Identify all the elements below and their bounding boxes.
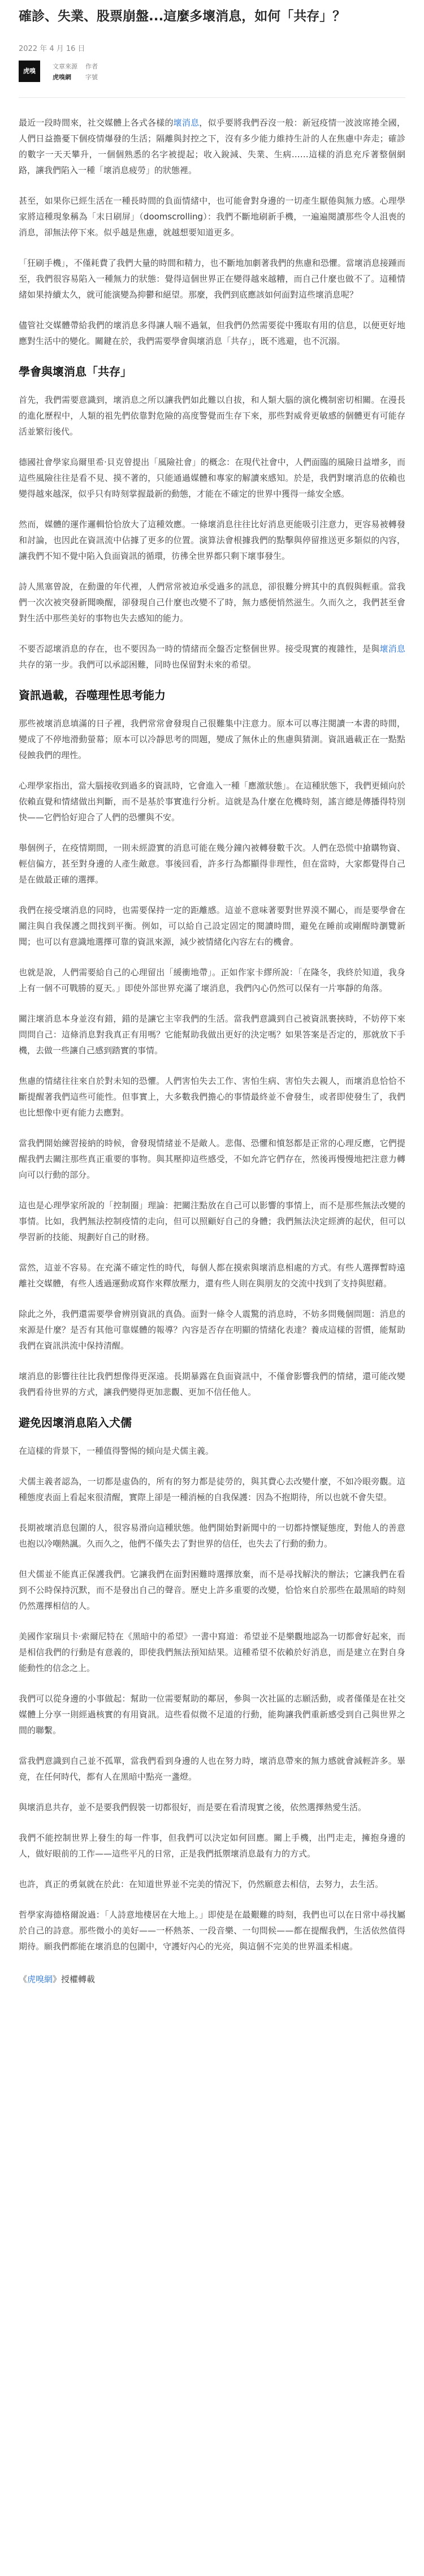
paragraph-23: 犬儒主義者認為，一切都是虛偽的，所有的努力都是徒勞的，與其費心去改變什麼，不如冷眼旁觀。這種態度表面上看起來很清醒，實際上卻是一種消極的自我保護：因為不抱期待，所以也就不會失望。: [19, 1476, 405, 1502]
paragraph-15: 關注壞消息本身並沒有錯，錯的是讓它主宰我們的生活。當我們意識到自己被資訊裹挾時，不妨停下來問問自己：這條消息對我真正有用嗎？它能幫助我做出更好的決定嗎？如果答案是否定的，那就放下手機，去做一些讓自己感到踏實的事情。: [19, 1014, 405, 1056]
paragraph-21: 壞消息的影響往往比我們想像得更深遠。長期暴露在負面資訊中，不僅會影響我們的情緒，還可能改變我們看待世界的方式，讓我們變得更加悲觀、更加不信任他人。: [19, 1371, 405, 1397]
publisher-logo[interactable]: 虎嗅: [19, 61, 40, 82]
paragraph-26: 美國作家瑞貝卡·索爾尼特在《黑暗中的希望》一書中寫道：希望並不是樂觀地認為一切都會好起來，而是相信我們的行動是有意義的，即使我們無法預知結果。這種希望不依賴於好消息，而是建立在對自身能動性的信念之上。: [19, 1631, 405, 1673]
paragraph-12: 舉個例子，在疫情期間，一則未經證實的消息可能在幾分鐘內被轉發數千次。人們在恐慌中搶購物資、輕信偏方，甚至對身邊的人產生敵意。事後回看，許多行為都顯得非理性，但在當時，大家都覺得自己是在做最正確的選擇。: [19, 843, 405, 885]
paragraph-14: 也就是說，人們需要給自己的心理留出「緩衝地帶」。正如作家卡繆所說：「在隆冬，我終於知道，我身上有一個不可戰勝的夏天。」即使外部世界充滿了壞消息，我們內心仍然可以保有一片寧靜的角落。: [19, 967, 405, 993]
author-meta: [53, 62, 98, 81]
author-role: 字號: [85, 73, 98, 81]
paragraph-1: [19, 115, 405, 178]
paragraph-2: 甚至，如果你已經生活在一種長時間的負面情緒中，也可能會對身邊的一切產生厭倦與無力感。心理學家將這種現象稱為「末日刷屏」（doomscrolling）：我們不斷地刷新手機，一遍遍閱讀那些令人沮喪的消息，卻無法停下來。似乎越是焦慮，就越想要知道更多。: [19, 196, 405, 238]
section-heading-2: 資訊過載，吞噬理性思考能力: [19, 688, 166, 702]
paragraph-22: 在這樣的背景下，一種值得警惕的傾向是犬儒主義。: [19, 1446, 214, 1456]
source-value: 作者: [85, 62, 98, 70]
tag-link[interactable]: 壞消息: [173, 118, 200, 128]
author-name[interactable]: 虎嗅網: [53, 73, 71, 81]
paragraph-13: 我們在接受壞消息的同時，也需要保持一定的距離感。這並不意味著要對世界漠不關心，而是要學會在關注與自我保護之間找到平衡。例如，可以給自己設定固定的閱讀時間，避免在睡前或剛醒時瀏覽新聞；也可以有意識地選擇可靠的資訊來源，減少被情緒化內容左右的機會。: [19, 905, 405, 947]
author-block: [19, 60, 405, 83]
text-run: 《: [19, 1974, 28, 1984]
divider: [19, 97, 405, 98]
paragraph-20: 除此之外，我們還需要學會辨別資訊的真偽。面對一條令人震驚的消息時，不妨多問幾個問題：消息的來源是什麼？是否有其他可靠媒體的報導？內容是否存在明顯的情緒化表達？養成這樣的習慣，能幫助我們在資訊洪流中保持清醒。: [19, 1309, 405, 1351]
text-run: 共存的第一步。我們可以承認困難，同時也保留對未來的希望。: [19, 660, 257, 670]
paragraph-5: 首先，我們需要意識到，壞消息之所以讓我們如此難以自拔，和人類大腦的演化機制密切相關。在漫長的進化歷程中，人類的祖先們依靠對危險的高度警覺而生存下來，那些對威脅更敏感的個體更有可能存活並繁衍後代。: [19, 395, 405, 437]
paragraph-16: 焦慮的情緒往往來自於對未知的恐懼。人們害怕失去工作、害怕生病、害怕失去親人，而壞消息恰恰不斷提醒著我們這些可能性。但事實上，大多數我們擔心的事情最終並不會發生，或者即使發生了，我們也比想像中更有能力去應對。: [19, 1076, 405, 1118]
paragraph-32: 哲學家海德格爾說過：「人詩意地棲居在大地上。」即使是在最艱難的時刻，我們也可以在日常中尋找屬於自己的詩意。那些微小的美好——一杯熱茶、一段音樂、一句問候——都在提醒我們，生活依然值得期待。願我們都能在壞消息的包圍中，守護好內心的光亮，與這個不完美的世界溫柔相處。: [19, 1910, 405, 1952]
paragraph-18: 這也是心理學家所說的「控制圈」理論：把關注點放在自己可以影響的事情上，而不是那些無法改變的事情。比如，我們無法控制疫情的走向，但可以照顧好自己的身體；我們無法決定經濟的起伏，但可以學習新的技能、規劃好自己的財務。: [19, 1200, 405, 1242]
paragraph-10: 那些被壞消息填滿的日子裡，我們常常會發現自己很難集中注意力。原本可以專注閱讀一本書的時間，變成了不停地滑動螢幕；原本可以冷靜思考的問題，變成了無休止的焦慮與猜測。資訊過載正在一點點侵蝕我們的理性。: [19, 718, 405, 760]
source-label: 文章來源: [53, 62, 77, 70]
paragraph-6: 德國社會學家烏爾里希·貝克曾提出「風險社會」的概念：在現代社會中，人們面臨的風險日益增多，而這些風險往往是看不見、摸不著的，只能通過媒體和專家的解讀來感知。於是，我們對壞消息的依賴也變得越來越深，似乎只有時刻掌握最新的動態，才能在不確定的世界中獲得一絲安全感。: [19, 457, 405, 499]
source-link[interactable]: 虎嗅網: [27, 1974, 53, 1984]
paragraph-25: 但犬儒並不能真正保護我們。它讓我們在面對困難時選擇放棄，而不是尋找解決的辦法；它讓我們在看到不公時保持沉默，而不是發出自己的聲音。歷史上許多重要的改變，恰恰來自於那些在最黑暗的時刻仍然選擇相信的人。: [19, 1569, 405, 1611]
paragraph-9: [19, 641, 405, 673]
text-run: 》授權轉載: [53, 1974, 96, 1984]
tag-link[interactable]: 壞消息: [379, 644, 405, 654]
text-run: ，似乎要將我們吞沒一般：新冠疫情一波波席捲全國，人們日益擔憂下個疫情爆發的生活；隔離與封控之下，沒有多少能力維持生計的人在焦慮中奔走；確診的數字一天天攀升，一個個熟悉的名字被提起；收入銳減、失業、生病……這樣的消息充斥著整個網路，讓我們陷入一種「壞消息疲勞」的狀態裡。: [19, 118, 405, 175]
paragraph-11: 心理學家指出，當大腦接收到過多的資訊時，它會進入一種「應激狀態」。在這種狀態下，我們更傾向於依賴直覺和情緒做出判斷，而不是基於事實進行分析。這就是為什麼在危機時刻，謠言總是傳播得特別快——它們恰好迎合了人們的恐懼與不安。: [19, 781, 405, 822]
section-heading-3: 避免因壞消息陷入犬儒: [19, 1416, 132, 1429]
paragraph-27: 我們可以從身邊的小事做起：幫助一位需要幫助的鄰居，參與一次社區的志願活動，或者僅僅是在社交媒體上分享一則經過核實的有用資訊。這些看似微不足道的行動，能夠讓我們重新感受到自己與世界之間的聯繫。: [19, 1694, 405, 1735]
text-run: 最近一段時間來，社交媒體上各式各樣的: [19, 118, 174, 128]
text-run: 不要否認壞消息的存在，也不要因為一時的情緒而全盤否定整個世界。接受現實的複雜性，是與: [19, 644, 380, 654]
paragraph-4: 儘管社交媒體帶給我們的壞消息多得讓人喘不過氣，但我們仍然需要從中獲取有用的信息，以便更好地應對生活中的變化。關鍵在於，我們需要學會與壞消息「共存」，既不逃避，也不沉溺。: [19, 320, 405, 346]
publish-date: 2022 年 4 月 16 日: [19, 45, 85, 53]
paragraph-30: 我們不能控制世界上發生的每一件事，但我們可以決定如何回應。關上手機，出門走走，擁抱身邊的人，做好眼前的工作——這些平凡的日常，正是我們抵禦壞消息最有力的方式。: [19, 1833, 405, 1859]
paragraph-19: 當然，這並不容易。在充滿不確定性的時代，每個人都在摸索與壞消息相處的方式。有些人選擇暫時遠離社交媒體，有些人透過運動或寫作來釋放壓力，還有些人則在與朋友的交流中找到了支持與慰藉。: [19, 1263, 405, 1289]
paragraph-17: 當我們開始練習接納的時候，會發現情緒並不是敵人。悲傷、恐懼和憤怒都是正常的心理反應，它們提醒我們去關注那些真正重要的事物。與其壓抑這些感受，不如允許它們存在，然後再慢慢地把注意力轉向可以行動的部分。: [19, 1138, 405, 1180]
paragraph-8: 詩人黑塞曾說，在動盪的年代裡，人們常常被迫承受過多的訊息，卻很難分辨其中的真假與輕重。當我們一次次被突發新聞喚醒，卻發現自己什麼也改變不了時，無力感便悄然滋生。久而久之，我們甚至會對生活中那些美好的事物也失去感知的能力。: [19, 581, 405, 623]
paragraph-3: 「狂刷手機」，不僅耗費了我們大量的時間和精力，也不斷地加劇著我們的焦慮和恐懼。當壞消息接踵而至，我們很容易陷入一種無力的狀態：覺得這個世界正在變得越來越糟，而自己什麼也做不了。這種情緒如果持續太久，就可能演變為抑鬱和絕望。那麼，我們到底應該如何面對這些壞消息呢？: [19, 258, 405, 300]
paragraph-24: 長期被壞消息包圍的人，很容易滑向這種狀態。他們開始對新聞中的一切都持懷疑態度，對他人的善意也抱以冷嘲熱諷。久而久之，他們不僅失去了對世界的信任，也失去了行動的動力。: [19, 1523, 405, 1549]
paragraph-28: 當我們意識到自己並不孤單，當我們看到身邊的人也在努力時，壞消息帶來的無力感就會減輕許多。畢竟，在任何時代，都有人在黑暗中點亮一盞燈。: [19, 1756, 405, 1782]
article-title: 確診、失業、股票崩盤...這麼多壞消息，如何「共存」？: [19, 9, 346, 24]
paragraph-29: 與壞消息共存，並不是要我們假裝一切都很好，而是要在看清現實之後，依然選擇熱愛生活。: [19, 1802, 367, 1812]
section-heading-1: 學會與壞消息「共存」: [19, 365, 132, 378]
source-credit: [19, 1971, 405, 1987]
paragraph-7: 然而，媒體的運作邏輯恰恰放大了這種效應。一條壞消息往往比好消息更能吸引注意力，更容易被轉發和討論，也因此在資訊流中佔據了更多的位置。演算法會根據我們的點擊與停留推送更多類似的內容，讓我們不知不覺中陷入負面資訊的循環，彷彿全世界都只剩下壞事發生。: [19, 519, 405, 561]
paragraph-31: 也許，真正的勇氣就在於此：在知道世界並不完美的情況下，仍然願意去相信，去努力，去生活。: [19, 1879, 384, 1889]
